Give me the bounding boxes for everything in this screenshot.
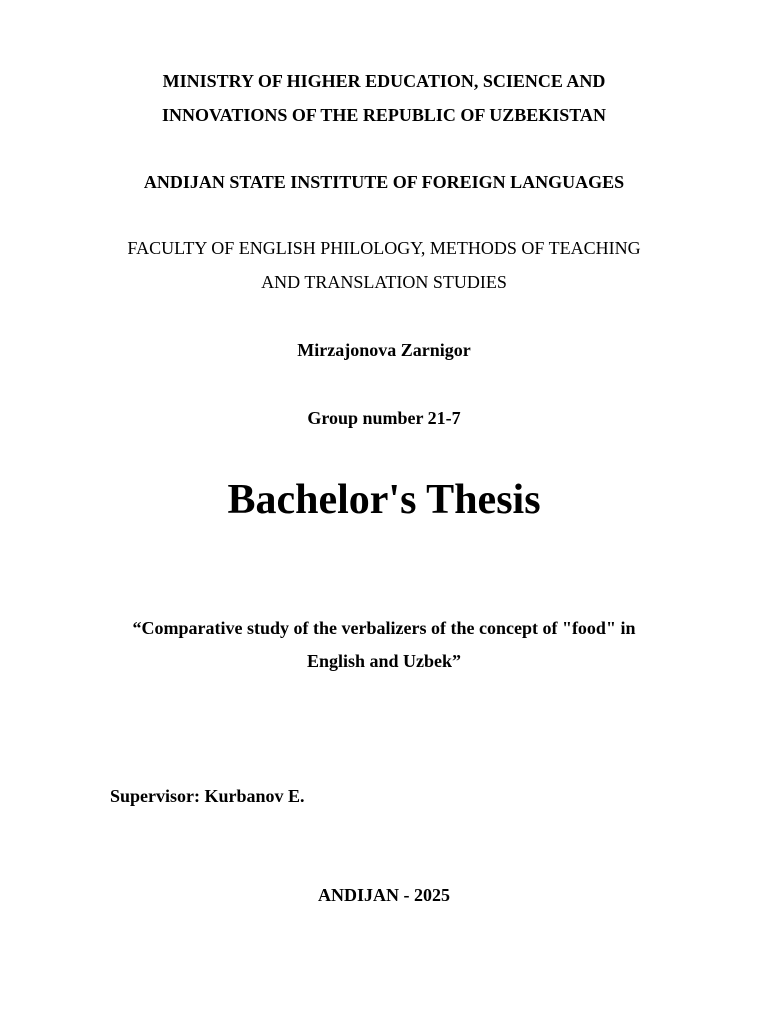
thesis-topic-line-2: English and Uzbek” xyxy=(306,651,462,671)
institute-name: ANDIJAN STATE INSTITUTE OF FOREIGN LANGUAGES xyxy=(143,172,625,192)
thesis-topic-line-1: “Comparative study of the verbalizers of the concept of "food" in xyxy=(132,618,636,638)
group-number: Group number 21-7 xyxy=(307,408,461,428)
city-year: ANDIJAN - 2025 xyxy=(318,885,450,905)
author-name: Mirzajonova Zarnigor xyxy=(297,340,471,360)
supervisor: Supervisor: Kurbanov E. xyxy=(110,786,305,806)
faculty-line-1: FACULTY OF ENGLISH PHILOLOGY, METHODS OF TEACHING xyxy=(127,238,641,258)
document-type-title: Bachelor's Thesis xyxy=(227,477,541,523)
ministry-line-1: MINISTRY OF HIGHER EDUCATION, SCIENCE AND xyxy=(162,71,606,91)
faculty-line-2: AND TRANSLATION STUDIES xyxy=(261,272,507,292)
ministry-line-2: INNOVATIONS OF THE REPUBLIC OF UZBEKISTAN xyxy=(162,105,606,125)
